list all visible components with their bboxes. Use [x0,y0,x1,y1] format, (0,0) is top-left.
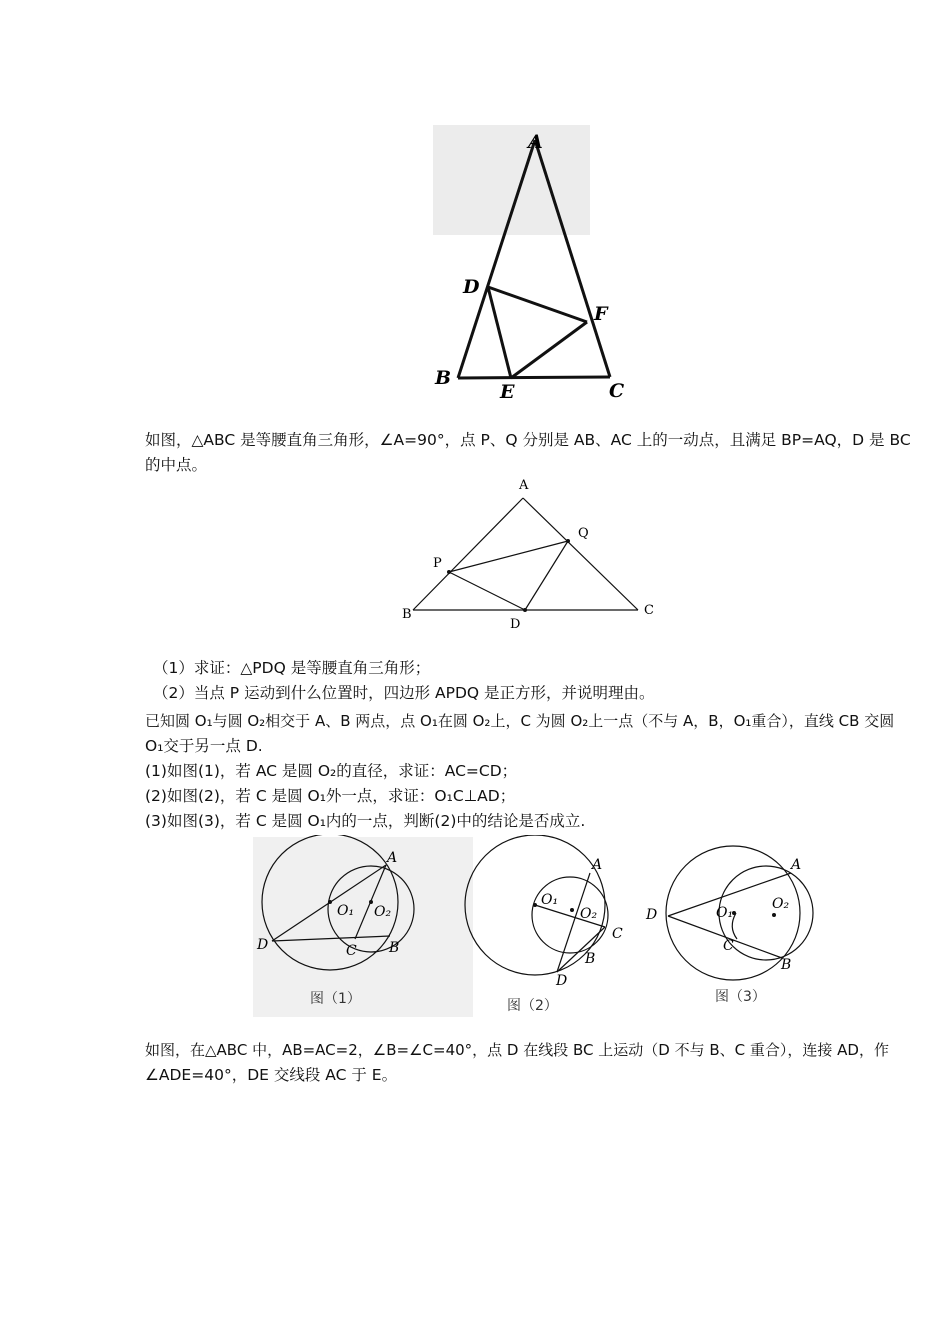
segment-pq [449,541,568,572]
label-a: A [791,857,802,873]
label-p: P [433,556,442,571]
caption-3: 图（3） [715,989,766,1005]
problem3-intro-line-1: 如图，在△ABC 中，AB=AC=2，∠B=∠C=40°，点 D 在线段 BC 上运动（D 不与 B、C 重合），连接 AD，作 [145,1041,889,1059]
problem3-intro-line-2: ∠ADE=40°，DE 交线段 AC 于 E。 [145,1066,398,1084]
label-b: B [781,957,792,973]
label-b: B [435,367,452,389]
figure-triangle-def [425,120,625,405]
segment-df [488,287,587,322]
label-a: A [592,857,603,873]
figure-background-texture [433,125,590,235]
problem1-question-1: （1）求证：△PDQ 是等腰直角三角形； [153,659,431,677]
label-b: B [402,607,412,622]
point-o2 [772,913,776,917]
problem2-question-1: (1)如图(1)，若 AC 是圆 O₂的直径，求证：AC=CD； [145,762,518,780]
figure-triangle-pdq [395,475,665,635]
label-o2: O₂ [580,906,598,922]
label-o1: O₁ [541,892,559,908]
problem2-intro-line-1: 已知圆 O₁与圆 O₂相交于 A、B 两点，点 O₁在圆 O₂上，C 为圆 O₂上一点（不与 A，B，O₁重合），直线 CB 交圆 [145,712,895,730]
label-d: D [646,907,658,923]
point-o1 [533,903,537,907]
label-o2: O₂ [772,896,790,912]
caption-1: 图（1） [310,991,361,1007]
label-f: F [594,303,608,325]
label-a: A [387,850,398,866]
label-d: D [463,276,480,298]
problem2-question-2: (2)如图(2)，若 C 是圆 O₁外一点，求证：O₁C⊥AD； [145,787,516,805]
label-q: Q [578,526,589,541]
point-o2 [369,900,373,904]
label-a: A [519,478,529,493]
problem1-intro: 如图，△ABC 是等腰直角三角形，∠A=90°，点 P、Q 分别是 AB、AC 上的一动点，且满足 BP=AQ，D 是 BC 的中点。 [145,431,911,474]
point-o2 [570,908,574,912]
figure-three-circles [250,835,820,1020]
segment-ef [511,322,587,378]
side-ac [523,498,638,610]
problem1-question-2: （2）当点 P 运动到什么位置时，四边形 APDQ 是正方形，并说明理由。 [153,684,655,702]
label-a: A [528,131,543,153]
label-b: B [389,940,400,956]
segment-pd [449,572,525,610]
label-o1: O₁ [716,905,734,921]
label-c: C [609,380,625,402]
label-c: C [644,603,654,618]
label-o2: O₂ [374,904,392,920]
label-c: C [612,926,623,942]
label-b: B [585,951,596,967]
problem2-intro-line-2: O₁交于另一点 D. [145,737,263,755]
label-d: D [556,973,568,989]
problem2-question-3: (3)如图(3)，若 C 是圆 O₁内的一点，判断(2)中的结论是否成立. [145,812,586,830]
figure-background-texture [253,837,473,1017]
side-bc [458,377,610,378]
label-o1: O₁ [337,903,355,919]
label-e: E [500,381,515,403]
label-c: C [346,943,357,959]
label-d: D [510,617,521,632]
segment-dq [525,541,568,610]
segment-de [488,287,511,378]
side-ab [413,498,523,610]
label-c: C [723,938,734,954]
point-q [566,539,570,543]
point-p [447,570,451,574]
caption-2: 图（2） [507,998,558,1014]
point-o1 [328,900,332,904]
point-d [523,608,527,612]
label-d: D [257,937,269,953]
